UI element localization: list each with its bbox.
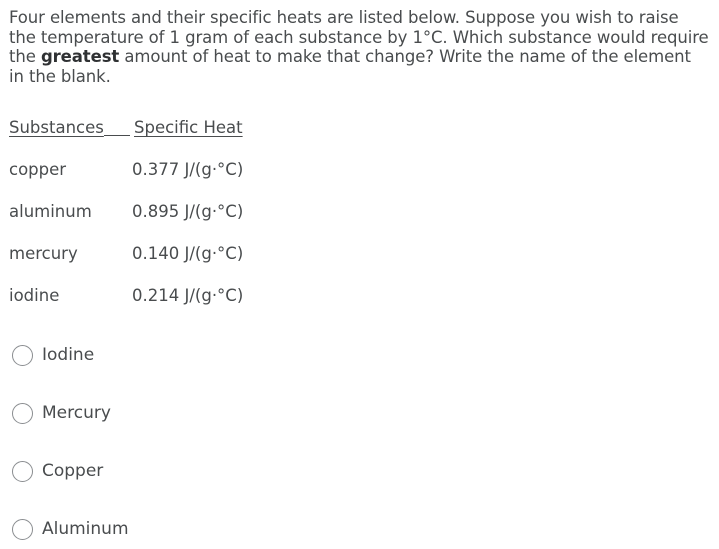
option-iodine[interactable]: [12, 343, 94, 367]
option-aluminum[interactable]: [12, 517, 129, 541]
question-text-part2: amount of heat to make that change? Write the name of the element in the blank.: [9, 47, 691, 86]
radio-button[interactable]: [12, 519, 33, 540]
radio-button[interactable]: [12, 461, 33, 482]
option-label: Mercury: [42, 403, 111, 423]
radio-button[interactable]: [12, 345, 33, 366]
substance-name: iodine: [9, 286, 60, 305]
question-text-part1: Four elements and their specific heats are listed below. Suppose you wish to raise the temperature of 1 gram of each substance by 1°C. Which substance would require the: [9, 8, 709, 66]
question-emphasis: greatest: [40, 47, 120, 66]
option-label: Iodine: [42, 345, 95, 365]
substance-name: mercury: [9, 244, 78, 263]
specific-heat-value: 0.895 J/(g·°C): [132, 202, 244, 221]
option-mercury[interactable]: [12, 401, 111, 425]
radio-button[interactable]: [12, 403, 33, 424]
specific-heat-value: 0.377 J/(g·°C): [132, 160, 244, 179]
option-label: Copper: [42, 461, 104, 481]
substance-name: aluminum: [9, 202, 92, 221]
substance-name: copper: [9, 160, 67, 179]
specific-heat-value: 0.140 J/(g·°C): [132, 244, 244, 263]
option-label: Aluminum: [42, 519, 129, 539]
specific-heat-value: 0.214 J/(g·°C): [132, 286, 244, 305]
header-specific-heat: Specific Heat: [134, 118, 243, 137]
option-copper[interactable]: [12, 459, 103, 483]
header-substances: Substances: [9, 118, 130, 138]
question-text: [9, 8, 709, 86]
